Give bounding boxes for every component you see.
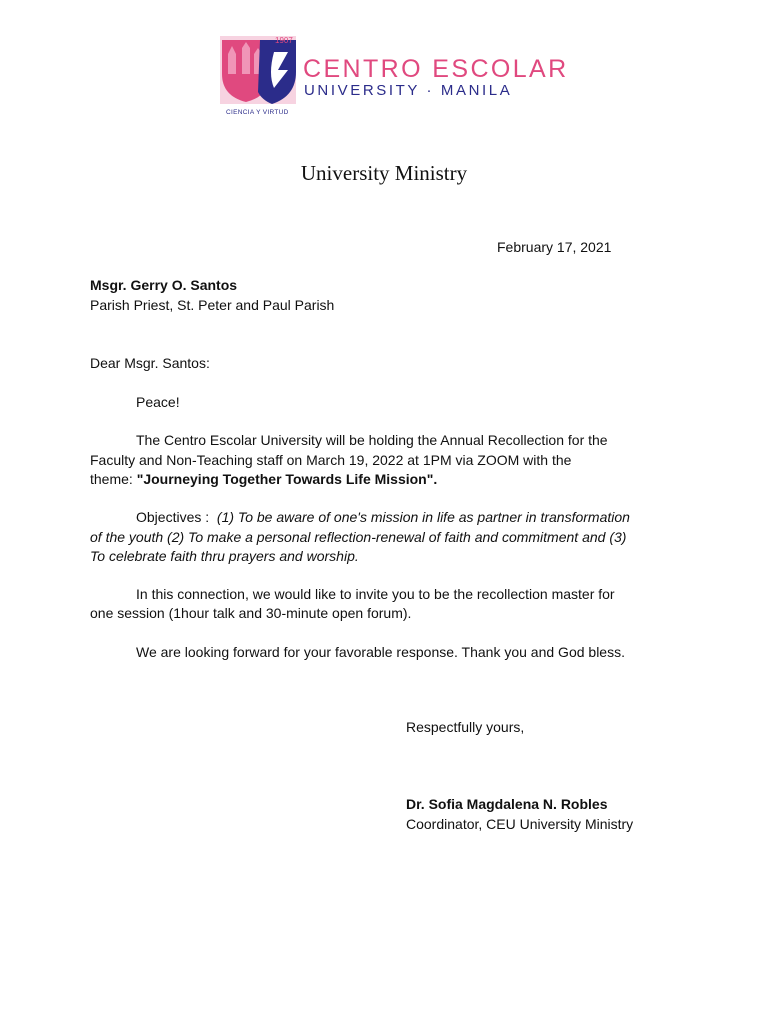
paragraph-3-line: one session (1hour talk and 30-minute open forum). — [90, 605, 412, 621]
objectives-label: Objectives : — [136, 509, 210, 525]
recipient-title: Parish Priest, St. Peter and Paul Parish — [90, 297, 335, 313]
recollection-theme: "Journeying Together Towards Life Mission". — [136, 471, 438, 487]
shield-crest-icon — [218, 34, 298, 120]
logo-motto: CIENCIA Y VIRTUD — [226, 109, 289, 116]
paragraph-1-line: Faculty and Non-Teaching staff on March 19, 2022 at 1PM via ZOOM with the — [90, 452, 572, 468]
paragraph-1-line — [90, 469, 437, 489]
paragraph-3-line: In this connection, we would like to invite you to be the recollection master for — [136, 586, 615, 602]
university-logo — [218, 34, 570, 120]
objectives-text: of the youth (2) To make a personal reflection-renewal of faith and commitment and (3) — [90, 529, 627, 545]
objectives-text: (1) To be aware of one's mission in life as partner in transformation — [216, 509, 630, 525]
salutation: Dear Msgr. Santos: — [90, 355, 210, 371]
paragraph-1-line: The Centro Escolar University will be holding the Annual Recollection for the — [136, 432, 608, 448]
logo-university-location: UNIVERSITY · MANILA — [304, 82, 513, 99]
page-title: University Ministry — [300, 161, 468, 185]
objectives-line — [136, 507, 630, 527]
logo-year: 1907 — [275, 36, 293, 45]
closing: Respectfully yours, — [406, 719, 525, 735]
signatory-name: Dr. Sofia Magdalena N. Robles — [406, 796, 608, 812]
logo-university-name: CENTRO ESCOLAR — [303, 55, 569, 83]
theme-prefix: theme: — [90, 471, 137, 487]
signatory-title: Coordinator, CEU University Ministry — [406, 816, 634, 832]
greeting: Peace! — [136, 394, 180, 410]
letter-date: February 17, 2021 — [497, 239, 612, 255]
objectives-text: To celebrate faith thru prayers and worship. — [90, 548, 359, 564]
recipient-name: Msgr. Gerry O. Santos — [90, 277, 238, 293]
paragraph-4: We are looking forward for your favorable response. Thank you and God bless. — [136, 644, 625, 660]
